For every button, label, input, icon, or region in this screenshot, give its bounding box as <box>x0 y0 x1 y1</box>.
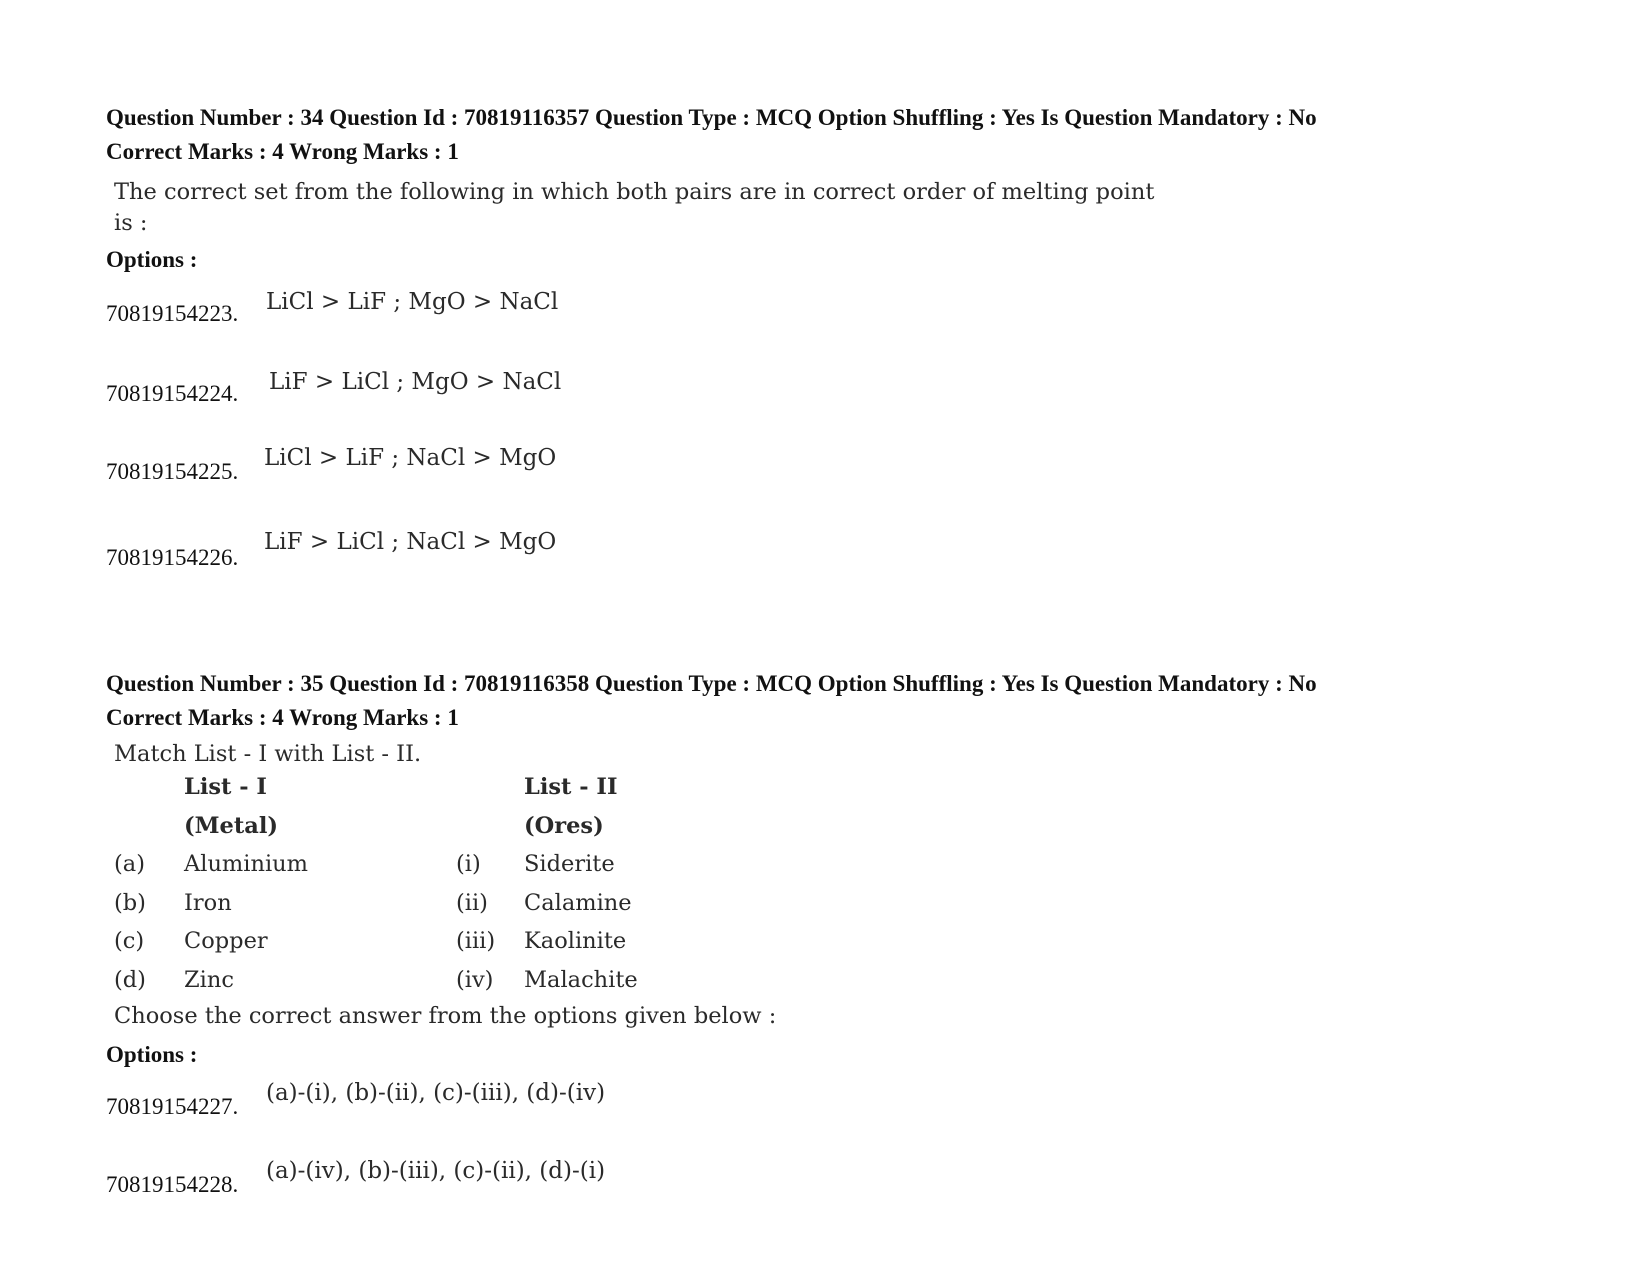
list1-key: (c) <box>114 928 145 954</box>
match-row <box>106 963 1586 1002</box>
option-id: 70819154224. <box>106 381 239 406</box>
match-instruction: Choose the correct answer from the options given below : <box>114 1003 777 1029</box>
option-id: 70819154223. <box>106 301 239 326</box>
list2-key: (ii) <box>456 889 488 916</box>
option-row[interactable] <box>106 287 1586 367</box>
list2-header: List - II <box>524 774 618 800</box>
list1-key: (b) <box>114 889 146 916</box>
match-row <box>106 924 1586 963</box>
list1-value: Copper <box>184 928 268 954</box>
option-text: LiCl > LiF ; NaCl > MgO <box>264 445 557 471</box>
list1-key: (a) <box>114 851 145 877</box>
options-label: Options : <box>106 1042 198 1067</box>
option-id: 70819154226. <box>106 545 239 570</box>
list2-value: Kaolinite <box>524 928 627 954</box>
option-row[interactable] <box>106 367 1586 447</box>
match-header-row <box>106 770 1586 809</box>
question-34 <box>106 101 1586 607</box>
question-stem-line2: is : <box>114 210 148 236</box>
option-row[interactable] <box>106 527 1586 607</box>
list2-key: (iv) <box>456 966 494 993</box>
option-id: 70819154228. <box>106 1172 239 1197</box>
option-id: 70819154225. <box>106 459 239 484</box>
list2-value: Calamine <box>524 889 632 916</box>
list2-key: (i) <box>456 851 481 877</box>
question-35 <box>106 667 1586 1240</box>
options-label: Options : <box>106 247 198 272</box>
question-meta-line2: Correct Marks : 4 Wrong Marks : 1 <box>106 705 459 730</box>
list2-value: Siderite <box>524 851 615 877</box>
list1-header: List - I <box>184 774 267 800</box>
match-table <box>106 770 1586 1001</box>
option-row[interactable] <box>106 1160 1586 1240</box>
question-meta-line2: Correct Marks : 4 Wrong Marks : 1 <box>106 139 459 164</box>
option-text: (a)-(iv), (b)-(iii), (c)-(ii), (d)-(i) <box>266 1158 606 1184</box>
list1-subheader: (Metal) <box>184 812 279 839</box>
match-subheader-row <box>106 809 1586 848</box>
option-text: (a)-(i), (b)-(ii), (c)-(iii), (d)-(iv) <box>266 1080 606 1106</box>
option-row[interactable] <box>106 1080 1586 1160</box>
option-row[interactable] <box>106 447 1586 527</box>
list2-subheader: (Ores) <box>524 812 604 839</box>
list2-value: Malachite <box>524 966 638 993</box>
question-meta-line1: Question Number : 35 Question Id : 70819116358 Question Type : MCQ Option Shuffling : Yes Is Question Mandatory : No <box>106 671 1317 696</box>
match-intro: Match List - I with List - II. <box>114 741 422 767</box>
list1-key: (d) <box>114 966 146 993</box>
match-row <box>106 847 1586 886</box>
list2-key: (iii) <box>456 928 496 954</box>
match-row <box>106 886 1586 925</box>
list1-value: Aluminium <box>184 851 308 877</box>
list1-value: Zinc <box>184 966 234 993</box>
question-meta-line1: Question Number : 34 Question Id : 70819116357 Question Type : MCQ Option Shuffling : Yes Is Question Mandatory : No <box>106 105 1317 130</box>
question-stem-line1: The correct set from the following in which both pairs are in correct order of melting point <box>114 179 1155 205</box>
option-text: LiCl > LiF ; MgO > NaCl <box>266 289 559 315</box>
list1-value: Iron <box>184 889 232 916</box>
option-id: 70819154227. <box>106 1094 239 1119</box>
option-text: LiF > LiCl ; NaCl > MgO <box>264 529 557 555</box>
option-text: LiF > LiCl ; MgO > NaCl <box>269 369 562 395</box>
